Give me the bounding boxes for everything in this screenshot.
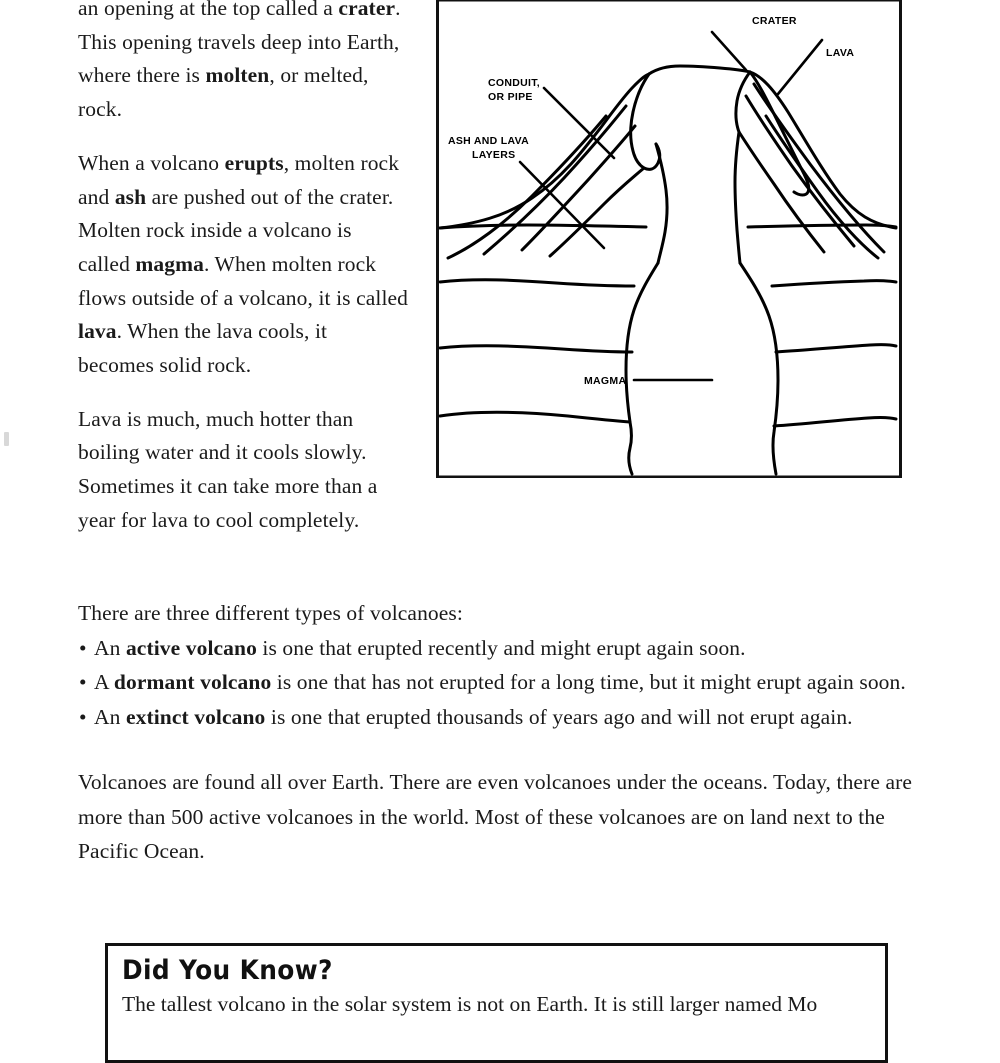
- types-intro: There are three different types of volcanoes:: [78, 601, 463, 625]
- paragraph-eruption: When a volcano erupts, molten rock and ash are pushed out of the crater. Molten rock inside a volcano is called magma. When molten rock flows outside of a volcano, it is called lava. When the lava cools, it becomes solid rock.: [78, 150, 409, 378]
- label-crater: CRATER: [752, 15, 797, 27]
- bullet-glyph: •: [79, 670, 87, 694]
- did-you-know-body: The tallest volcano in the solar system is not on Earth. It is still larger named Mo: [122, 992, 818, 1016]
- label-ash-line2: LAYERS: [472, 149, 516, 161]
- volcano-types-section: [78, 596, 924, 869]
- label-conduit-line2: OR PIPE: [488, 91, 533, 103]
- page-scan-artifact: [4, 432, 9, 446]
- list-item-text: A dormant volcano is one that has not erupted for a long time, but it might erupt again soon.: [94, 670, 906, 694]
- label-ash-line1: ASH AND LAVA: [448, 135, 529, 147]
- label-lava: LAVA: [826, 47, 855, 59]
- list-item-active: [78, 631, 924, 666]
- bullet-glyph: •: [79, 704, 87, 729]
- volcano-diagram: [436, 0, 902, 478]
- volcano-types-list: [78, 631, 924, 735]
- diagram-frame: [438, 0, 901, 477]
- list-item-text: An extinct volcano is one that erupted thousands of years ago and will not erupt again.: [94, 704, 853, 729]
- paragraph-crater: an opening at the top called a crater. This opening travels deep into Earth, where there is molten, or melted, rock.: [78, 0, 401, 122]
- label-magma: MAGMA: [584, 375, 627, 387]
- list-item-dormant: [78, 665, 924, 700]
- article-text-column: [78, 0, 408, 558]
- label-conduit-line1: CONDUIT,: [488, 77, 540, 89]
- closing-paragraph: Volcanoes are found all over Earth. There are even volcanoes under the oceans. Today, there are more than 500 active volcanoes in the world. Most of these volcanoes are on land next to the Pacific Ocean.: [78, 770, 912, 863]
- paragraph-cooling: Lava is much, much hotter than boiling water and it cools slowly. Sometimes it can take more than a year for lava to cool completely.: [78, 406, 378, 532]
- did-you-know-title: Did You Know?: [122, 955, 333, 986]
- bullet-glyph: •: [79, 635, 87, 660]
- list-item-text: An active volcano is one that erupted recently and might erupt again soon.: [94, 635, 746, 660]
- list-item-extinct: [78, 700, 924, 735]
- did-you-know-box: [105, 943, 888, 1063]
